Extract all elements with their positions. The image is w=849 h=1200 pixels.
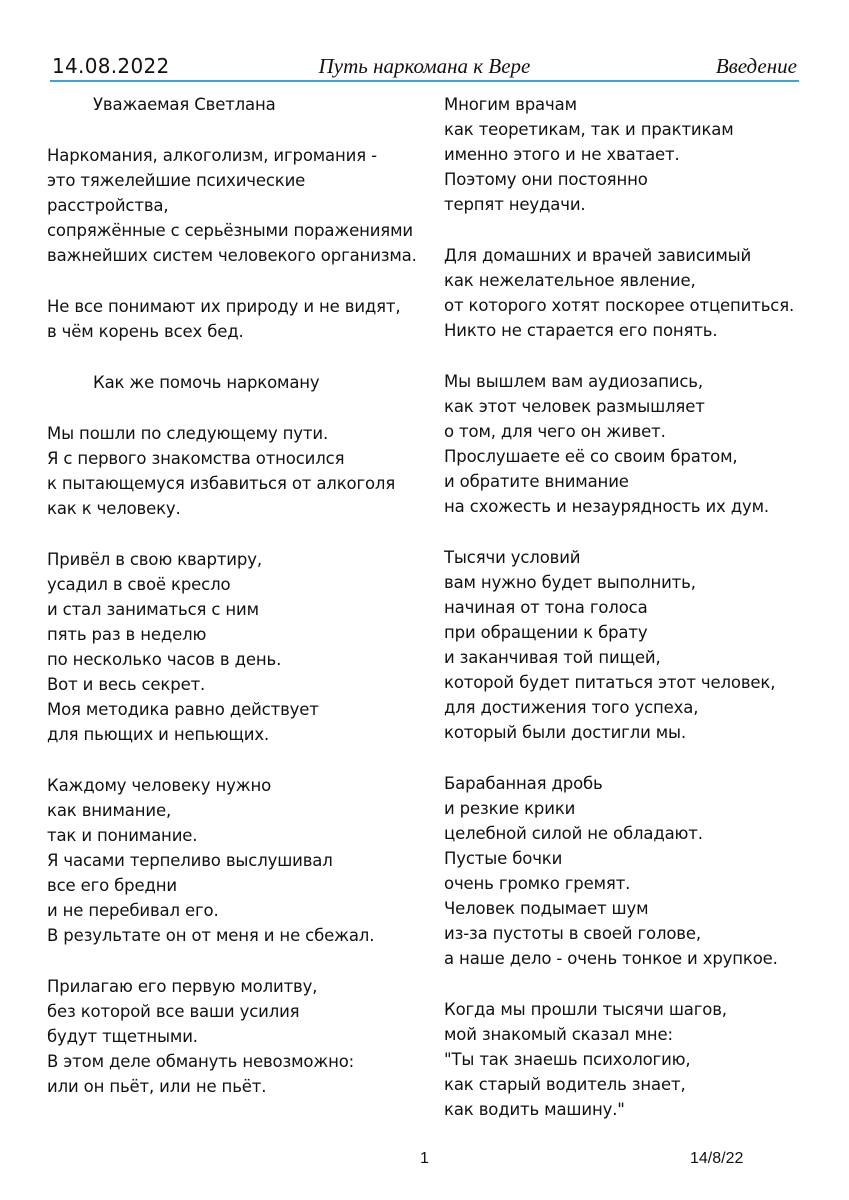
text-line: и не перебивал его. <box>47 901 219 920</box>
text-line: к пытающемуся избавиться от алкоголя <box>47 474 396 493</box>
stanza-gap <box>444 745 844 771</box>
text-line: Прилагаю его первую молитву, <box>47 977 318 996</box>
stanza-gap <box>47 344 427 370</box>
text-line: Пустые бочки <box>444 849 563 868</box>
text-line: как этот человек размышляет <box>444 397 705 416</box>
stanza <box>444 545 844 745</box>
stanza <box>47 294 427 344</box>
stanza <box>47 773 427 948</box>
text-line: который были достигли мы. <box>444 723 687 742</box>
heading-text: Уважаемая Светлана <box>93 95 276 114</box>
text-line: без которой все ваши усилия <box>47 1002 300 1021</box>
stanza-gap <box>47 521 427 547</box>
text-line: и обратите внимание <box>444 472 629 491</box>
header-title: Путь наркомана к Вере <box>318 54 531 78</box>
right-text-column <box>444 92 844 1122</box>
text-line: от которого хотят поскорее отцепиться. <box>444 296 795 315</box>
text-line: все его бредни <box>47 876 177 895</box>
text-line: сопряжённые с серьёзными поражениями <box>47 221 413 240</box>
text-line: Я часами терпеливо выслушивал <box>47 851 333 870</box>
stanza-gap <box>47 948 427 974</box>
heading-text: Как же помочь наркоману <box>93 373 320 392</box>
stanza <box>444 92 844 217</box>
text-line: а наше дело - очень тонкое и хрупкое. <box>444 949 778 968</box>
text-line: В результате он от меня и не сбежал. <box>47 926 375 945</box>
text-line: в чём корень всех бед. <box>47 322 244 341</box>
text-line: Человек подымает шум <box>444 899 649 918</box>
text-line: как внимание, <box>47 801 172 820</box>
text-line: на схожесть и незаурядность их дум. <box>444 497 769 516</box>
stanza <box>444 243 844 343</box>
text-line: Не все понимают их природу и не видят, <box>47 297 401 316</box>
header-date: 14.08.2022 <box>52 54 170 78</box>
text-line: о том, для чего он живет. <box>444 422 666 441</box>
text-line: очень громко гремят. <box>444 874 631 893</box>
footer-date: 14/8/22 <box>690 1150 744 1167</box>
text-line: важнейших систем человекого организма. <box>47 246 417 265</box>
text-line: Никто не старается его понять. <box>444 321 718 340</box>
text-line: расстройства, <box>47 196 169 215</box>
text-line: будут тщетными. <box>47 1027 198 1046</box>
stanza <box>47 421 427 521</box>
stanza <box>47 143 427 268</box>
text-line: для достижения того успеха, <box>444 698 699 717</box>
section-heading <box>47 370 427 395</box>
text-line: это тяжелейшие психические <box>47 171 306 190</box>
stanza <box>444 997 844 1122</box>
text-line: начиная от тона голоса <box>444 598 648 617</box>
stanza-gap <box>444 519 844 545</box>
text-line: как к человеку. <box>47 499 181 518</box>
text-line: вам нужно будет выполнить, <box>444 573 696 592</box>
stanza <box>444 369 844 519</box>
text-line: целебной силой не обладают. <box>444 824 703 843</box>
text-line: Барабанная дробь <box>444 774 603 793</box>
text-line: терпят неудачи. <box>444 195 586 214</box>
page-number: 1 <box>420 1150 429 1167</box>
text-line: которой будет питаться этот человек, <box>444 673 776 692</box>
header-divider <box>50 80 799 82</box>
text-line: как нежелательное явление, <box>444 271 696 290</box>
text-line: Вот и весь секрет. <box>47 675 206 694</box>
header-section: Введение <box>715 54 797 78</box>
text-line: Привёл в свою квартиру, <box>47 550 262 569</box>
stanza-gap <box>444 971 844 997</box>
text-line: Многим врачам <box>444 95 577 114</box>
text-line: пять раз в неделю <box>47 625 207 644</box>
text-line: из-за пустоты в своей голове, <box>444 924 701 943</box>
stanza-gap <box>47 747 427 773</box>
text-line: Каждому человеку нужно <box>47 776 272 795</box>
text-line: и заканчивая той пищей, <box>444 648 661 667</box>
text-line: Когда мы прошли тысячи шагов, <box>444 1000 727 1019</box>
text-line: и резкие крики <box>444 799 576 818</box>
text-line: усадил в своё кресло <box>47 575 231 594</box>
text-line: и стал заниматься с ним <box>47 600 259 619</box>
text-line: или он пьёт, или не пьёт. <box>47 1077 267 1096</box>
text-line: Я с первого знакомства относился <box>47 449 345 468</box>
stanza-gap <box>47 395 427 421</box>
text-line: как старый водитель знает, <box>444 1075 686 1094</box>
text-line: Для домашних и врачей зависимый <box>444 246 752 265</box>
left-text-column <box>47 92 427 1099</box>
text-line: "Ты так знаешь психологию, <box>444 1050 691 1069</box>
text-line: Мы пошли по следующему пути. <box>47 424 329 443</box>
text-line: Поэтому они постоянно <box>444 170 648 189</box>
text-line: так и понимание. <box>47 826 198 845</box>
stanza <box>47 974 427 1099</box>
stanza <box>444 771 844 971</box>
stanza-gap <box>444 343 844 369</box>
text-line: Наркомания, алкоголизм, игромания - <box>47 146 377 165</box>
text-line: Тысячи условий <box>444 548 581 567</box>
text-line: при обращении к брату <box>444 623 648 642</box>
stanza-gap <box>444 217 844 243</box>
text-line: В этом деле обмануть невозможно: <box>47 1052 355 1071</box>
text-line: мой знакомый сказал мне: <box>444 1025 673 1044</box>
text-line: Моя методика равно действует <box>47 700 319 719</box>
text-line: Мы вышлем вам аудиозапись, <box>444 372 703 391</box>
text-line: как водить машину." <box>444 1100 625 1119</box>
text-line: по несколько часов в день. <box>47 650 282 669</box>
text-line: для пьющих и непьющих. <box>47 725 270 744</box>
stanza-gap <box>47 268 427 294</box>
text-line: Прослушаете её со своим братом, <box>444 447 738 466</box>
section-heading <box>47 92 427 117</box>
stanza-gap <box>47 117 427 143</box>
text-line: как теоретикам, так и практикам <box>444 120 734 139</box>
stanza <box>47 547 427 747</box>
text-line: именно этого и не хватает. <box>444 145 680 164</box>
